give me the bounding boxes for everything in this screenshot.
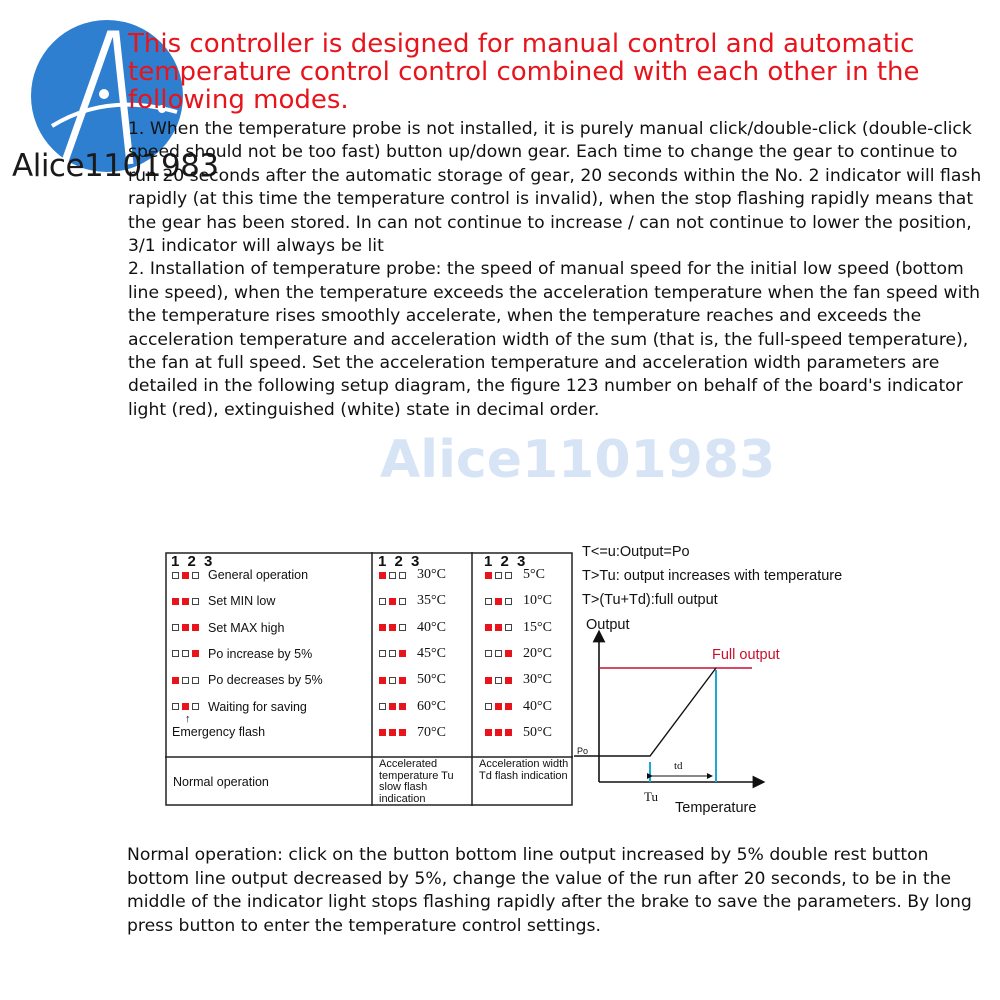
indicator-light-1 [379, 729, 386, 736]
td-value-label: 15°C [523, 619, 552, 635]
indicator-light-3 [399, 703, 406, 710]
indicator-light-3 [399, 729, 406, 736]
mode-label: Waiting for saving [208, 699, 307, 714]
td-value-row-2 [485, 593, 552, 609]
td-value-row-3 [485, 620, 552, 636]
indicator-light-1 [172, 650, 179, 657]
indicator-light-1 [379, 598, 386, 605]
indicator-light-2 [389, 729, 396, 736]
indicator-light-1 [485, 598, 492, 605]
indicator-light-1 [172, 572, 179, 579]
intro-text [128, 118, 988, 422]
tu-label: Tu [644, 789, 658, 804]
td-value-label: 30°C [523, 672, 552, 688]
arrow-glyph: ↑ [185, 713, 191, 725]
indicator-light-3 [192, 572, 199, 579]
normal-operation-text: Normal operation: click on the button bottom line output increased by 5% double rest button bottom line output decreased by 5%, change the value of the run after 20 seconds, to be in the middle of the indicator light stops flashing rapidly after the brake to save the parameters. By long press button to enter the temperature control settings. [127, 845, 972, 936]
indicator-light-2 [389, 650, 396, 657]
indicator-light-2 [495, 729, 502, 736]
indicator-light-1 [379, 677, 386, 684]
tu-value-row-1 [379, 567, 446, 583]
tu-value-label: 60°C [417, 698, 446, 714]
indicator-light-2 [182, 572, 189, 579]
indicator-light-3 [192, 703, 199, 710]
indicator-light-1 [379, 572, 386, 579]
tu-value-label: 45°C [417, 645, 446, 661]
logo-text: Alice1101983 [12, 148, 219, 184]
mode-row-2 [172, 593, 275, 609]
indicator-light-3 [505, 624, 512, 631]
full-output-label: Full output [712, 647, 780, 663]
td-value-row-5 [485, 672, 552, 688]
indicator-light-3 [399, 572, 406, 579]
mode-label: Po increase by 5% [208, 646, 313, 661]
indicator-light-1 [379, 703, 386, 710]
tu-value-label: 35°C [417, 593, 446, 609]
indicator-light-3 [399, 624, 406, 631]
tu-value-row-5 [379, 672, 446, 688]
indicator-light-2 [495, 677, 502, 684]
col-header-td: 1 2 3 [484, 553, 528, 570]
indicator-light-2 [182, 703, 189, 710]
page-heading: This controller is designed for manual control and automatic temperature control control combined with each other in the following modes. [128, 29, 920, 115]
td-value-label: 5°C [523, 567, 545, 582]
td-value-row-6 [485, 699, 552, 715]
col-header-tu: 1 2 3 [378, 553, 422, 570]
indicator-light-1 [379, 650, 386, 657]
indicator-light-1 [172, 598, 179, 605]
indicator-light-1 [485, 572, 492, 579]
indicator-light-3 [399, 677, 406, 684]
indicator-light-2 [495, 703, 502, 710]
tu-value-row-6 [379, 699, 446, 715]
indicator-light-2 [182, 650, 189, 657]
po-label: Po [577, 746, 589, 756]
intro-paragraph-1: 1. When the temperature probe is not installed, it is purely manual click/double-click (double-click speed should not be too fast) button up/down gear. Each time to change the gear to continue to run 20 seconds after the automatic storage of gear, 20 seconds within the No. 2 indicator will flash rapidly (at this time the temperature control is invalid), when the stop flashing rapidly means that the gear has been stored. In can not continue to increase / can not continue to lower the position, 3/1 indicator will always be lit [128, 119, 982, 257]
td-value-row-1 [485, 567, 545, 583]
center-watermark: Alice1101983 [380, 430, 776, 490]
graph-plot [562, 540, 982, 825]
indicator-light-1 [172, 703, 179, 710]
indicator-light-1 [379, 624, 386, 631]
mode-row-5 [172, 672, 323, 688]
td-value-row-7 [485, 725, 552, 741]
indicator-light-2 [389, 703, 396, 710]
indicator-light-3 [399, 650, 406, 657]
tu-value-row-3 [379, 620, 446, 636]
indicator-light-2 [495, 572, 502, 579]
td-value-label: 50°C [523, 724, 552, 740]
legend-line-2: T>Tu: output increases with temperature [582, 568, 843, 584]
td-value-label: 20°C [523, 645, 552, 661]
indicator-light-1 [485, 677, 492, 684]
indicator-light-2 [389, 598, 396, 605]
legend-line-3: T>(Tu+Td):full output [582, 592, 718, 608]
intro-paragraph-2: 2. Installation of temperature probe: the speed of manual speed for the initial low speed (bottom line speed), when the temperature exceeds the acceleration temperature when the fan speed with the temperature rises smoothly accelerate, when the temperature reaches and exceeds the acceleration temperature and acceleration width of the sum (that is, the full-speed temperature), the fan at full speed. Set the acceleration temperature and acceleration width parameters are detailed in the following setup diagram, the figure 123 number on behalf of the board's indicator light (red), extinguished (white) state in decimal order. [128, 259, 981, 420]
indicator-light-1 [485, 624, 492, 631]
tu-value-label: 70°C [417, 724, 446, 740]
mode-label: Set MAX high [208, 620, 285, 635]
mode-row-6 [172, 699, 307, 715]
indicator-light-2 [389, 624, 396, 631]
indicator-light-3 [505, 703, 512, 710]
indicator-light-3 [192, 624, 199, 631]
indicator-light-1 [485, 650, 492, 657]
indicator-light-2 [495, 624, 502, 631]
tu-value-label: 30°C [417, 567, 446, 582]
td-value-label: 40°C [523, 698, 552, 714]
td-label: td [674, 760, 683, 772]
mode-label: Set MIN low [208, 594, 276, 609]
tu-caption: Accelerated temperature Tu slow flash indication [379, 758, 454, 805]
mode-label: General operation [208, 568, 309, 582]
mode-row-3 [172, 620, 284, 636]
mode-row-4 [172, 646, 312, 662]
emergency-flash-label: Emergency flash [172, 725, 266, 739]
indicator-light-1 [172, 624, 179, 631]
mode-label: Po decreases by 5% [208, 673, 323, 688]
tu-value-row-2 [379, 593, 446, 609]
indicator-light-3 [192, 598, 199, 605]
output-curve [574, 668, 716, 756]
indicator-light-1 [485, 729, 492, 736]
td-value-row-4 [485, 646, 552, 662]
indicator-light-2 [495, 650, 502, 657]
td-caption: Acceleration width Td flash indication [479, 758, 569, 782]
indicator-light-2 [182, 677, 189, 684]
indicator-light-2 [389, 677, 396, 684]
indicator-light-2 [389, 572, 396, 579]
indicator-light-3 [505, 650, 512, 657]
tu-value-row-4 [379, 646, 446, 662]
indicator-light-3 [505, 677, 512, 684]
indicator-light-3 [505, 729, 512, 736]
settings-table [165, 552, 573, 806]
indicator-light-1 [485, 703, 492, 710]
legend-line-1: T<=u:Output=Po [582, 544, 690, 560]
indicator-light-2 [182, 624, 189, 631]
indicator-light-3 [192, 677, 199, 684]
indicator-light-3 [399, 598, 406, 605]
output-graph [562, 540, 982, 825]
indicator-light-2 [182, 598, 189, 605]
indicator-light-1 [172, 677, 179, 684]
indicator-light-2 [495, 598, 502, 605]
indicator-light-3 [505, 572, 512, 579]
x-axis-label: Temperature [675, 800, 757, 816]
col-header-modes: 1 2 3 [171, 553, 215, 570]
mode-row-1 [172, 567, 308, 583]
normal-operation-label: Normal operation [173, 775, 269, 789]
tu-value-row-7 [379, 725, 446, 741]
tu-value-label: 50°C [417, 672, 446, 688]
tu-value-label: 40°C [417, 619, 446, 635]
y-axis-label: Output [586, 617, 630, 633]
indicator-light-3 [192, 650, 199, 657]
indicator-light-3 [505, 598, 512, 605]
td-value-label: 10°C [523, 593, 552, 609]
